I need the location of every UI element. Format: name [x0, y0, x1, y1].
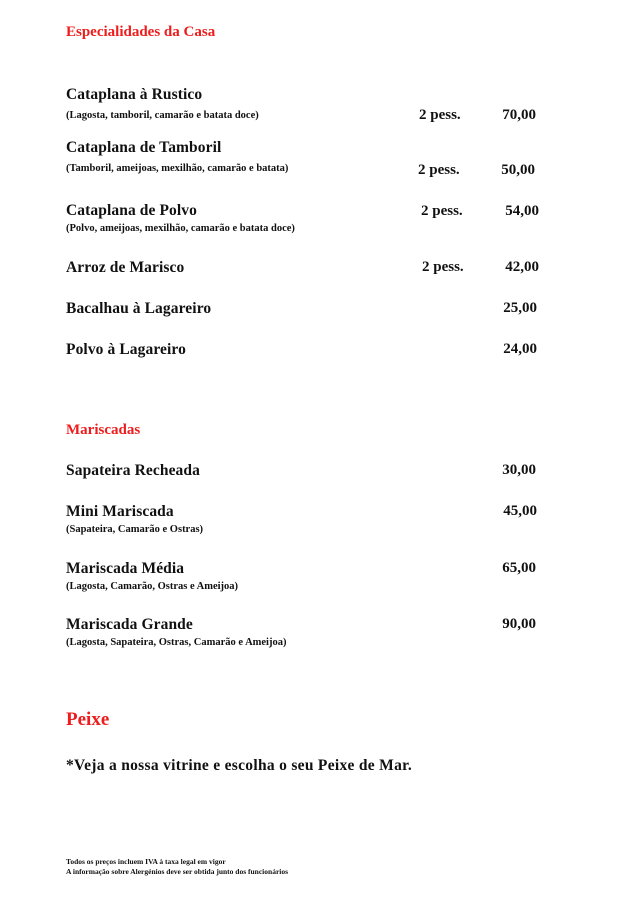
- menu-item-name: Cataplana de Polvo: [66, 202, 197, 219]
- section-title-peixe: Peixe: [66, 709, 110, 730]
- menu-item-serving: 2 pess.: [421, 203, 463, 219]
- menu-item-name: Mini Mariscada: [66, 503, 174, 520]
- menu-item-serving: 2 pess.: [422, 259, 464, 275]
- menu-item-price: 30,00: [502, 462, 536, 478]
- menu-item-price: 50,00: [501, 162, 535, 178]
- menu-item-description: (Polvo, ameijoas, mexilhão, camarão e batata doce): [66, 223, 295, 234]
- menu-item-name: Mariscada Média: [66, 560, 185, 577]
- footer-vat-note: Todos os preços incluem IVA à taxa legal em vigor: [66, 857, 226, 866]
- menu-item-price: 54,00: [505, 203, 539, 219]
- menu-item-name: Cataplana de Tamboril: [66, 139, 222, 156]
- menu-item-description: (Lagosta, tamboril, camarão e batata doce): [66, 110, 259, 121]
- menu-item-name: Arroz de Marisco: [66, 259, 185, 276]
- menu-item-description: (Lagosta, Sapateira, Ostras, Camarão e Ameijoa): [66, 637, 287, 648]
- menu-item-price: 70,00: [502, 107, 536, 123]
- section-title-especialidades: Especialidades da Casa: [66, 24, 216, 40]
- menu-item-price: 45,00: [503, 503, 537, 519]
- menu-item-description: (Tamboril, ameijoas, mexilhão, camarão e batata): [66, 163, 289, 174]
- section-title-mariscadas: Mariscadas: [66, 422, 141, 438]
- menu-item-serving: 2 pess.: [418, 162, 460, 178]
- menu-item-name: Mariscada Grande: [66, 616, 193, 633]
- menu-item-name: Polvo à Lagareiro: [66, 341, 186, 358]
- menu-item-price: 65,00: [502, 560, 536, 576]
- menu-item-description: (Sapateira, Camarão e Ostras): [66, 524, 204, 535]
- peixe-note: *Veja a nossa vitrine e escolha o seu Peixe de Mar.: [66, 757, 413, 774]
- menu-item-price: 42,00: [505, 259, 539, 275]
- menu-item-description: (Lagosta, Camarão, Ostras e Ameijoa): [66, 581, 239, 592]
- menu-item-name: Bacalhau à Lagareiro: [66, 300, 212, 317]
- menu-item-serving: 2 pess.: [419, 107, 461, 123]
- menu-item-price: 24,00: [503, 341, 537, 357]
- menu-item-name: Sapateira Recheada: [66, 462, 200, 479]
- menu-item-price: 25,00: [503, 300, 537, 316]
- menu-item-price: 90,00: [502, 616, 536, 632]
- footer-allergen-note: A informação sobre Alergénios deve ser obtida junto dos funcionários: [66, 867, 289, 876]
- menu-item-name: Cataplana à Rustico: [66, 86, 203, 103]
